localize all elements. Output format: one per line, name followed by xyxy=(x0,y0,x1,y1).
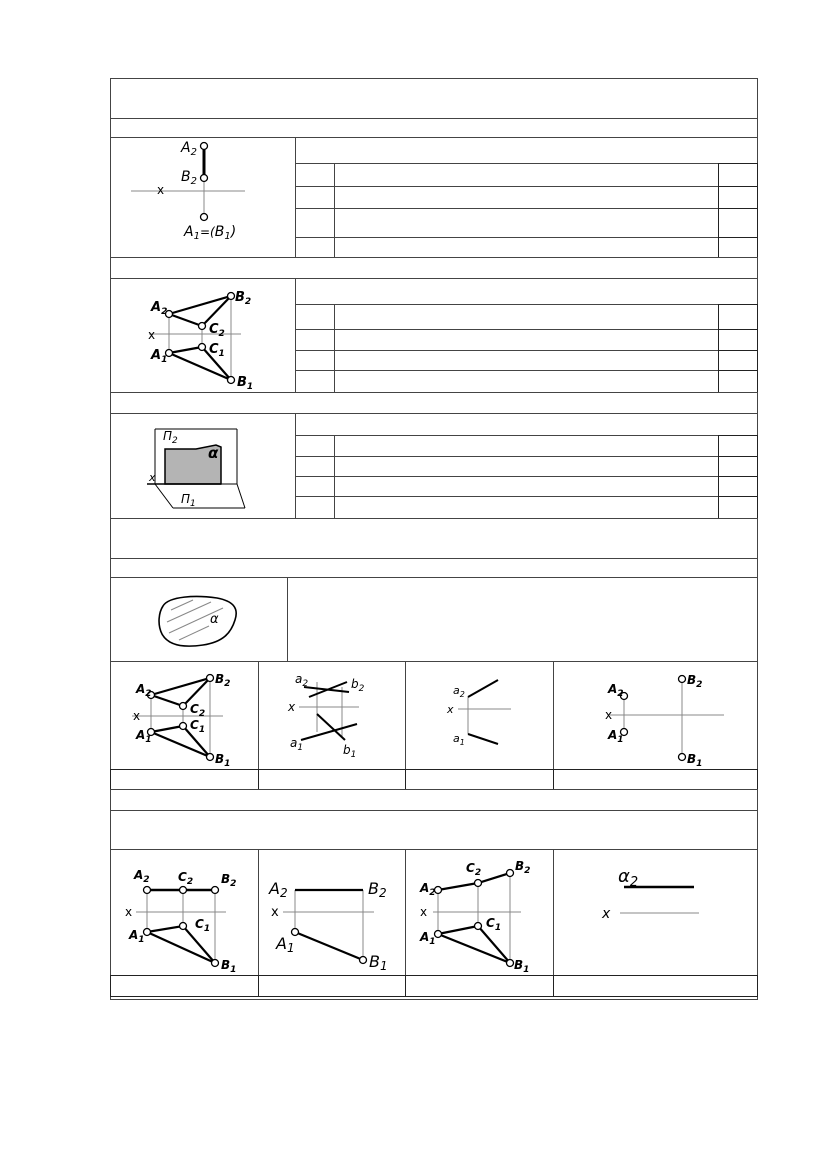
q1-label-b2: $B_2$ xyxy=(181,169,197,187)
row1-fig1-label-c2: $C_2$ xyxy=(190,702,206,719)
q2-option-4-text xyxy=(334,370,719,393)
q1-option-1[interactable] xyxy=(295,163,335,187)
q1-answer-box-4[interactable] xyxy=(718,237,758,258)
q1-label-a2: $A_2$ xyxy=(181,140,197,158)
q4-plane-outline xyxy=(159,597,236,647)
q3-answer-box-2[interactable] xyxy=(718,456,758,477)
q1-label-a1b1: $A_1=(B_1)$ xyxy=(184,224,237,242)
row1-fig1 xyxy=(111,662,260,771)
row1-fig4-label-a2: $A_2$ xyxy=(608,682,624,699)
row1-fig3-label-a1: $a_1$ xyxy=(453,732,465,747)
row2-answer-box-3[interactable] xyxy=(405,975,554,997)
q1-question-cell xyxy=(295,137,758,164)
q4-figure-cell xyxy=(110,577,288,662)
row2-fig4-cell[interactable] xyxy=(553,849,758,976)
q5-header-row xyxy=(110,789,758,811)
row2-fig2 xyxy=(259,850,407,977)
q2-option-1-text xyxy=(334,304,719,330)
row2-answer-box-1[interactable] xyxy=(110,975,259,997)
q3-label-axis: x xyxy=(149,471,156,484)
row1-fig4 xyxy=(554,662,759,771)
q1-option-4-text xyxy=(334,237,719,258)
row1-fig1-label-b2: $B_2$ xyxy=(215,672,231,689)
row2-fig3-label-a1: $A_1$ xyxy=(420,930,436,947)
row1-answer-box-3[interactable] xyxy=(405,769,554,790)
row1-answer-box-1[interactable] xyxy=(110,769,259,790)
q1-answer-box-2[interactable] xyxy=(718,186,758,209)
q4-figure xyxy=(111,578,289,663)
row1-fig4-label-b1: $B_1$ xyxy=(687,752,703,769)
q1-option-2-text xyxy=(334,186,719,209)
row2-fig1 xyxy=(111,850,260,977)
q3-answer-box-4[interactable] xyxy=(718,496,758,519)
q1-answer-box-3[interactable] xyxy=(718,208,758,238)
q2-option-3-text xyxy=(334,350,719,371)
q4-question-cell xyxy=(287,577,758,662)
row1-fig1-label-b1: $B_1$ xyxy=(215,752,231,769)
row2-fig3-label-a2: $A_2$ xyxy=(420,881,436,898)
row2-fig3-label-b2: $B_2$ xyxy=(515,859,531,876)
section-2-title-row xyxy=(110,518,758,559)
q2-label-b2: $B_2$ xyxy=(235,290,252,307)
row1-fig2-label-b1: $b_1$ xyxy=(343,743,357,760)
row2-fig3-label-c1: $C_1$ xyxy=(486,916,502,933)
row2-answer-box-4[interactable] xyxy=(553,975,758,997)
q1-option-3-text xyxy=(334,208,719,238)
q1-figure-cell xyxy=(110,137,296,258)
q2-option-1[interactable] xyxy=(295,304,335,330)
row2-fig3 xyxy=(406,850,555,977)
row2-fig1-label-b1: $B_1$ xyxy=(221,958,237,975)
q1-point-a2 xyxy=(201,143,208,150)
row2-fig1-label-a2: $A_2$ xyxy=(134,868,150,885)
q2-label-c2: $C_2$ xyxy=(209,322,225,339)
row1-fig2 xyxy=(259,662,407,771)
row2-fig3-label-c2: $C_2$ xyxy=(466,861,482,878)
row2-fig2-label-b2: B2 xyxy=(368,879,387,900)
q3-figure xyxy=(111,414,297,520)
q2-label-b1: $B_1$ xyxy=(237,375,254,392)
q2-figure xyxy=(111,279,297,394)
row1-fig1-label-axis: x xyxy=(133,709,141,723)
q2-header-row xyxy=(110,257,758,279)
q3-option-2[interactable] xyxy=(295,456,335,477)
q2-answer-box-1[interactable] xyxy=(718,304,758,330)
q2-answer-box-4[interactable] xyxy=(718,370,758,393)
q3-option-3[interactable] xyxy=(295,476,335,497)
row2-fig4 xyxy=(554,850,759,977)
q3-option-2-text xyxy=(334,456,719,477)
q2-figure-cell xyxy=(110,278,296,393)
q4-label-alpha: α xyxy=(210,612,219,627)
q1-option-4[interactable] xyxy=(295,237,335,258)
q3-label-pi2: $П_2$ xyxy=(163,429,178,446)
q1-figure xyxy=(111,138,297,259)
row2-fig1-label-a1: $A_1$ xyxy=(129,928,145,945)
subtitle-row xyxy=(110,118,758,138)
q3-option-3-text xyxy=(334,476,719,497)
row2-fig4-label-axis: x xyxy=(602,906,611,922)
row2-fig1-cell[interactable] xyxy=(110,849,259,976)
row1-fig2-label-axis: x xyxy=(288,700,296,714)
q1-label-axis: x xyxy=(157,183,165,197)
row2-fig3-label-axis: x xyxy=(420,905,428,919)
row1-fig1-label-a1: $A_1$ xyxy=(136,728,152,745)
q3-plane-pi1-right xyxy=(237,484,245,508)
q1-point-a1b1 xyxy=(201,214,208,221)
q2-answer-box-2[interactable] xyxy=(718,329,758,351)
row2-fig3-label-b1: $B_1$ xyxy=(514,958,530,975)
section-2-subtitle-row xyxy=(110,558,758,578)
row1-fig4-cell[interactable] xyxy=(553,661,758,770)
row1-fig2-label-a2: $a_2$ xyxy=(295,672,309,689)
q3-header-row xyxy=(110,392,758,414)
q5-question-row xyxy=(110,810,758,850)
row2-answer-box-2[interactable] xyxy=(258,975,406,997)
row1-fig3 xyxy=(406,662,555,771)
q2-label-axis: x xyxy=(148,328,156,342)
row1-fig1-cell[interactable] xyxy=(110,661,259,770)
row1-fig1-label-c1: $C_1$ xyxy=(190,718,206,735)
q3-option-4-text xyxy=(334,496,719,519)
row2-fig4-label-alpha2: $\alpha_2$ xyxy=(618,866,639,890)
row1-fig4-label-b2: $B_2$ xyxy=(687,673,703,690)
q3-question-cell xyxy=(295,413,758,436)
row2-fig3-cell[interactable] xyxy=(405,849,554,976)
row1-fig1-label-a2: $A_2$ xyxy=(136,682,152,699)
row2-fig2-label-a2: A2 xyxy=(269,879,288,900)
q1-point-b2 xyxy=(201,175,208,182)
q2-option-2[interactable] xyxy=(295,329,335,351)
row1-fig2-label-b2: $b_2$ xyxy=(351,677,365,694)
row1-fig3-label-axis: x xyxy=(447,703,454,716)
row1-fig2-label-a1: $a_1$ xyxy=(290,736,304,753)
q1-option-2[interactable] xyxy=(295,186,335,209)
row1-fig2-cell[interactable] xyxy=(258,661,406,770)
row1-answer-box-2[interactable] xyxy=(258,769,406,790)
q3-option-1[interactable] xyxy=(295,435,335,457)
q1-answer-box-1[interactable] xyxy=(718,163,758,187)
q3-answer-box-3[interactable] xyxy=(718,476,758,497)
title-row xyxy=(110,78,758,119)
q3-plane-pi1-left xyxy=(155,484,173,508)
row2-fig2-cell[interactable] xyxy=(258,849,406,976)
q2-label-a2: $A_2$ xyxy=(151,300,168,317)
q1-option-3[interactable] xyxy=(295,208,335,238)
q2-option-3[interactable] xyxy=(295,350,335,371)
row2-fig2-label-b1: B1 xyxy=(369,952,388,973)
row2-fig1-label-b2: $B_2$ xyxy=(221,872,237,889)
row2-fig2-label-axis: x xyxy=(271,905,279,920)
q3-option-4[interactable] xyxy=(295,496,335,519)
row2-fig1-label-axis: x xyxy=(125,905,133,919)
q2-option-4[interactable] xyxy=(295,370,335,393)
row1-fig4-label-axis: x xyxy=(605,708,613,722)
row2-fig1-label-c2: $C_2$ xyxy=(178,870,194,887)
q2-label-c1: $C_1$ xyxy=(209,342,225,359)
q2-question-cell xyxy=(295,278,758,305)
row1-answer-box-4[interactable] xyxy=(553,769,758,790)
q3-label-alpha: α xyxy=(208,444,219,462)
q1-option-1-text xyxy=(334,163,719,187)
row2-fig1-label-c1: $C_1$ xyxy=(195,917,211,934)
q3-label-pi1: $П_1$ xyxy=(181,492,196,509)
q3-figure-cell xyxy=(110,413,296,519)
q2-label-a1: $A_1$ xyxy=(151,348,168,365)
row2-fig2-label-a1: A1 xyxy=(276,934,295,955)
row1-fig3-cell[interactable] xyxy=(405,661,554,770)
q2-triangle-front xyxy=(169,296,231,326)
q3-option-1-text xyxy=(334,435,719,457)
row1-fig4-label-a1: $A_1$ xyxy=(608,728,624,745)
q2-answer-box-3[interactable] xyxy=(718,350,758,371)
q3-answer-box-1[interactable] xyxy=(718,435,758,457)
row1-fig3-label-a2: $a_2$ xyxy=(453,684,465,699)
q2-option-2-text xyxy=(334,329,719,351)
